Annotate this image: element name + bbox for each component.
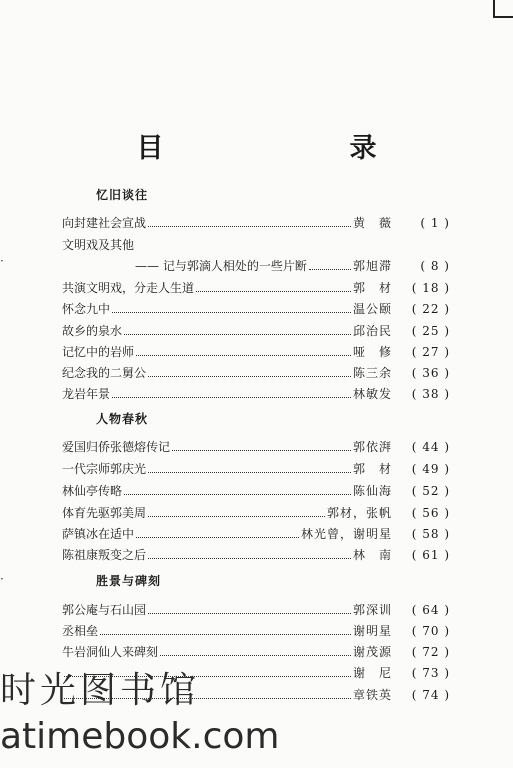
toc-entry[interactable] xyxy=(62,364,450,383)
entry-title: 郭公庵与石山园 xyxy=(62,603,147,617)
toc-entry[interactable] xyxy=(62,300,450,319)
entry-author: 哑 修 xyxy=(352,345,392,359)
scan-mark: · xyxy=(0,254,4,268)
entry-author: 黄 薇 xyxy=(352,216,392,230)
entry-page: ( 22 ) xyxy=(411,302,450,316)
entry-author: 郭 材 xyxy=(352,281,392,295)
toc-entry[interactable] xyxy=(135,257,450,276)
entry-title: 怀念九中 xyxy=(62,302,111,316)
entry-author: 陈三余 xyxy=(352,366,392,380)
entry-page: ( 56 ) xyxy=(411,506,450,520)
watermark-text: 时光图书馆 xyxy=(0,670,201,711)
entry-title: 丞相垒 xyxy=(62,624,99,638)
entry-author: 林光曾，谢明星 xyxy=(300,527,392,541)
entry-page: ( 64 ) xyxy=(411,603,450,617)
dot-leader xyxy=(124,334,351,335)
dot-leader xyxy=(148,472,351,473)
toc-entry[interactable] xyxy=(62,546,450,565)
entry-title: 爱国归侨张德熔传记 xyxy=(62,440,171,454)
toc-entry[interactable] xyxy=(62,460,450,479)
dot-leader xyxy=(124,494,351,495)
dot-leader xyxy=(160,655,351,656)
entry-title: 纪念我的二舅公 xyxy=(62,366,147,380)
entry-author: 郭旭滞 xyxy=(352,259,392,273)
dot-leader xyxy=(112,312,351,313)
toc-entry[interactable] xyxy=(62,525,450,544)
entry-title: 一代宗师郭庆光 xyxy=(62,462,147,476)
dot-leader xyxy=(136,355,351,356)
entry-title: 向封建社会宣战 xyxy=(62,216,147,230)
toc-entry[interactable] xyxy=(62,643,450,662)
entry-title: 萨镇冰在适中 xyxy=(62,527,135,541)
entry-author: 林敏发 xyxy=(352,387,392,401)
entry-page: ( 70 ) xyxy=(411,624,450,638)
entry-author: 郭材，张帆 xyxy=(326,506,392,520)
watermark-url: atimebook.com xyxy=(0,716,280,757)
section-heading-3: 胜景与碑刻 xyxy=(96,574,162,588)
section-heading-1: 忆旧谈往 xyxy=(96,188,149,202)
entry-title: 体育先驱郭美周 xyxy=(62,506,147,520)
entry-title[interactable]: 文明戏及其他 xyxy=(62,238,135,252)
entry-title: 记忆中的岩师 xyxy=(62,345,135,359)
entry-page: ( 58 ) xyxy=(411,527,450,541)
scan-mark: · xyxy=(0,572,4,586)
entry-page: ( 52 ) xyxy=(411,484,450,498)
dot-leader xyxy=(148,376,351,377)
dot-leader xyxy=(100,634,351,635)
dot-leader xyxy=(196,291,351,292)
entry-author: 郭 材 xyxy=(352,462,392,476)
entry-author: 章铁英 xyxy=(352,688,392,702)
entry-subtitle: —— 记与郭滴人相处的一些片断 xyxy=(135,259,307,273)
entry-author: 郭依湃 xyxy=(352,440,392,454)
entry-author: 林 南 xyxy=(352,548,392,562)
entry-author: 邱治民 xyxy=(352,324,392,338)
toc-entry[interactable] xyxy=(62,482,450,501)
dot-leader xyxy=(172,450,351,451)
toc-entry[interactable] xyxy=(62,322,450,341)
toc-entry[interactable] xyxy=(62,504,450,523)
entry-page: ( 44 ) xyxy=(411,440,450,454)
toc-entry[interactable] xyxy=(62,438,450,457)
toc-entry[interactable] xyxy=(62,214,450,233)
entry-page: ( 8 ) xyxy=(420,259,450,273)
entry-author: 温公颐 xyxy=(352,302,392,316)
toc-entry[interactable] xyxy=(62,385,450,404)
entry-page: ( 73 ) xyxy=(411,666,450,680)
dot-leader xyxy=(112,397,351,398)
entry-page: ( 74 ) xyxy=(411,688,450,702)
toc-entry[interactable] xyxy=(62,343,450,362)
entry-page: ( 36 ) xyxy=(411,366,450,380)
entry-title: 陈祖康叛变之后 xyxy=(62,548,147,562)
entry-page: ( 27 ) xyxy=(411,345,450,359)
entry-author: 谢茂源 xyxy=(352,645,392,659)
entry-author: 谢明星 xyxy=(352,624,392,638)
toc-entry[interactable] xyxy=(62,279,450,298)
dot-leader xyxy=(309,269,351,270)
entry-title: 牛岩洞仙人来碑刻 xyxy=(62,645,159,659)
toc-entry[interactable] xyxy=(62,622,450,641)
entry-page: ( 61 ) xyxy=(411,548,450,562)
entry-page: ( 18 ) xyxy=(411,281,450,295)
entry-author: 谢 尼 xyxy=(352,666,392,680)
toc-entry[interactable] xyxy=(62,601,450,620)
entry-title: 龙岩年景 xyxy=(62,387,111,401)
dot-leader xyxy=(148,613,351,614)
entry-title: 林仙亭传略 xyxy=(62,484,123,498)
page-title: 目 录 xyxy=(136,133,421,164)
entry-page: ( 72 ) xyxy=(411,645,450,659)
entry-title: 故乡的泉水 xyxy=(62,324,123,338)
entry-page: ( 25 ) xyxy=(411,324,450,338)
page-corner-mark xyxy=(493,0,513,18)
entry-page: ( 49 ) xyxy=(411,462,450,476)
dot-leader xyxy=(148,558,351,559)
entry-page: ( 1 ) xyxy=(420,216,450,230)
dot-leader xyxy=(136,537,299,538)
dot-leader xyxy=(148,516,325,517)
dot-leader xyxy=(148,226,351,227)
entry-author: 郭深训 xyxy=(352,603,392,617)
entry-page: ( 38 ) xyxy=(411,387,450,401)
section-heading-2: 人物春秋 xyxy=(96,412,149,426)
entry-author: 陈仙海 xyxy=(352,484,392,498)
entry-title: 共演文明戏，分走人生道 xyxy=(62,281,195,295)
